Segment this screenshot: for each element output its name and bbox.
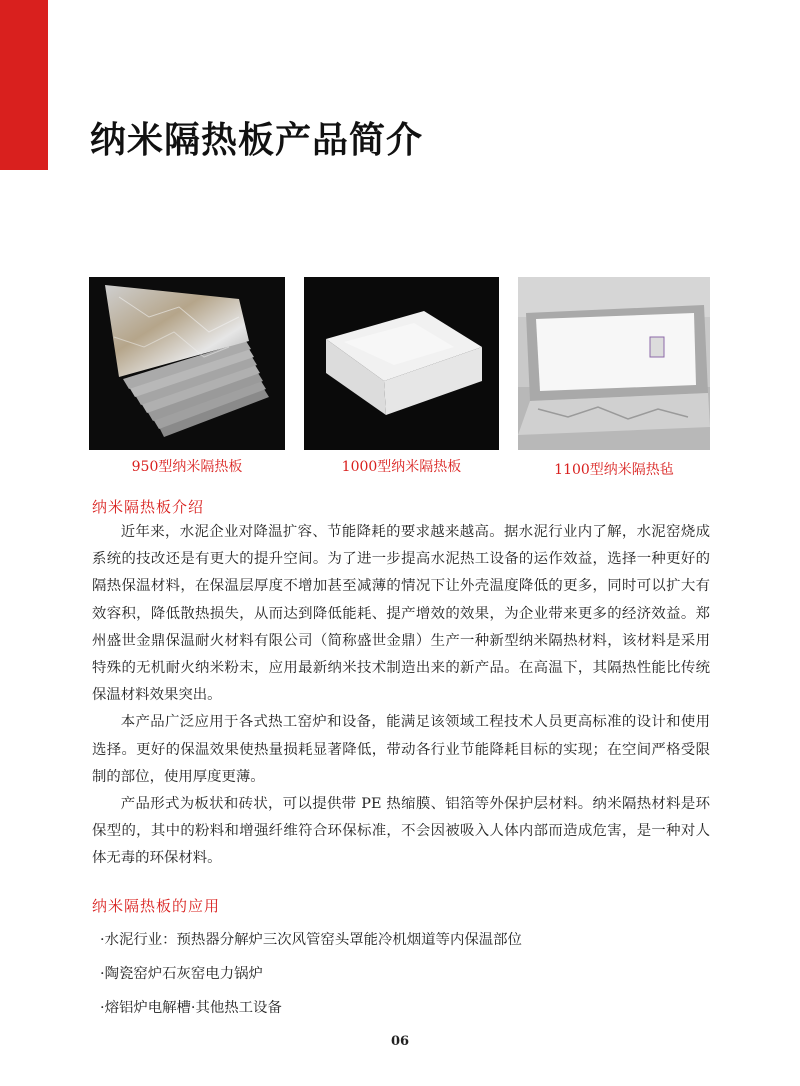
application-item: ·熔铝炉电解槽·其他热工设备 xyxy=(100,1000,282,1016)
applications-list xyxy=(100,928,522,1030)
intro-paragraph: 近年来，水泥企业对降温扩容、节能降耗的要求越来越高。据水泥行业内了解，水泥窑烧成系统的技改还是有更大的提升空间。为了进一步提高水泥热工设备的运作效益，选择一种更好的隔热保温材料，在保温层厚度不增加甚至减薄的情况下让外壳温度降低的更多，同时可以扩大有效容积，降低散热损失，从而达到降低能耗、提产增效的效果，为企业带来更多的经济效益。郑州盛世金鼎保温耐火材料有限公司（简称盛世金鼎）生产一种新型纳米隔热材料，该材料是采用特殊的无机耐火纳米粉末，应用最新纳米技术制造出来的新产品。在高温下，其隔热性能比传统保温材料效果突出。 xyxy=(92,524,710,704)
intro-heading: 纳米隔热板介绍 xyxy=(92,498,205,516)
product-photo-1100 xyxy=(518,277,710,450)
intro-paragraph: 产品形式为板状和砖状，可以提供带 PE 热缩膜、铝箔等外保护层材料。纳米隔热材料是环保型的，其中的粉料和增强纤维符合环保标准，不会因被吸入人体内部而造成危害，是一种对人体无毒的环保材料。 xyxy=(92,796,710,867)
red-accent-bar xyxy=(0,0,48,170)
page-title: 纳米隔热板产品简介 xyxy=(90,120,424,161)
application-item: ·陶瓷窑炉石灰窑电力锅炉 xyxy=(100,966,263,982)
product-photo-1000 xyxy=(304,277,499,450)
intro-body xyxy=(92,519,710,873)
product-caption-950: 950型纳米隔热板 xyxy=(131,459,243,475)
application-item: ·水泥行业：预热器分解炉三次风管窑头罩能冷机烟道等内保温部位 xyxy=(100,932,522,948)
product-photo-950 xyxy=(89,277,285,450)
applications-heading: 纳米隔热板的应用 xyxy=(92,897,221,915)
intro-paragraph: 本产品广泛应用于各式热工窑炉和设备，能满足该领域工程技术人员更高标准的设计和使用选择。更好的保温效果使热量损耗显著降低，带动各行业节能降耗目标的实现；在空间严格受限制的部位，使用厚度更薄。 xyxy=(92,714,710,785)
page-number: 06 xyxy=(390,1034,410,1049)
product-caption-1000: 1000型纳米隔热板 xyxy=(341,459,462,475)
product-caption-1100: 1100型纳米隔热毡 xyxy=(554,462,674,478)
